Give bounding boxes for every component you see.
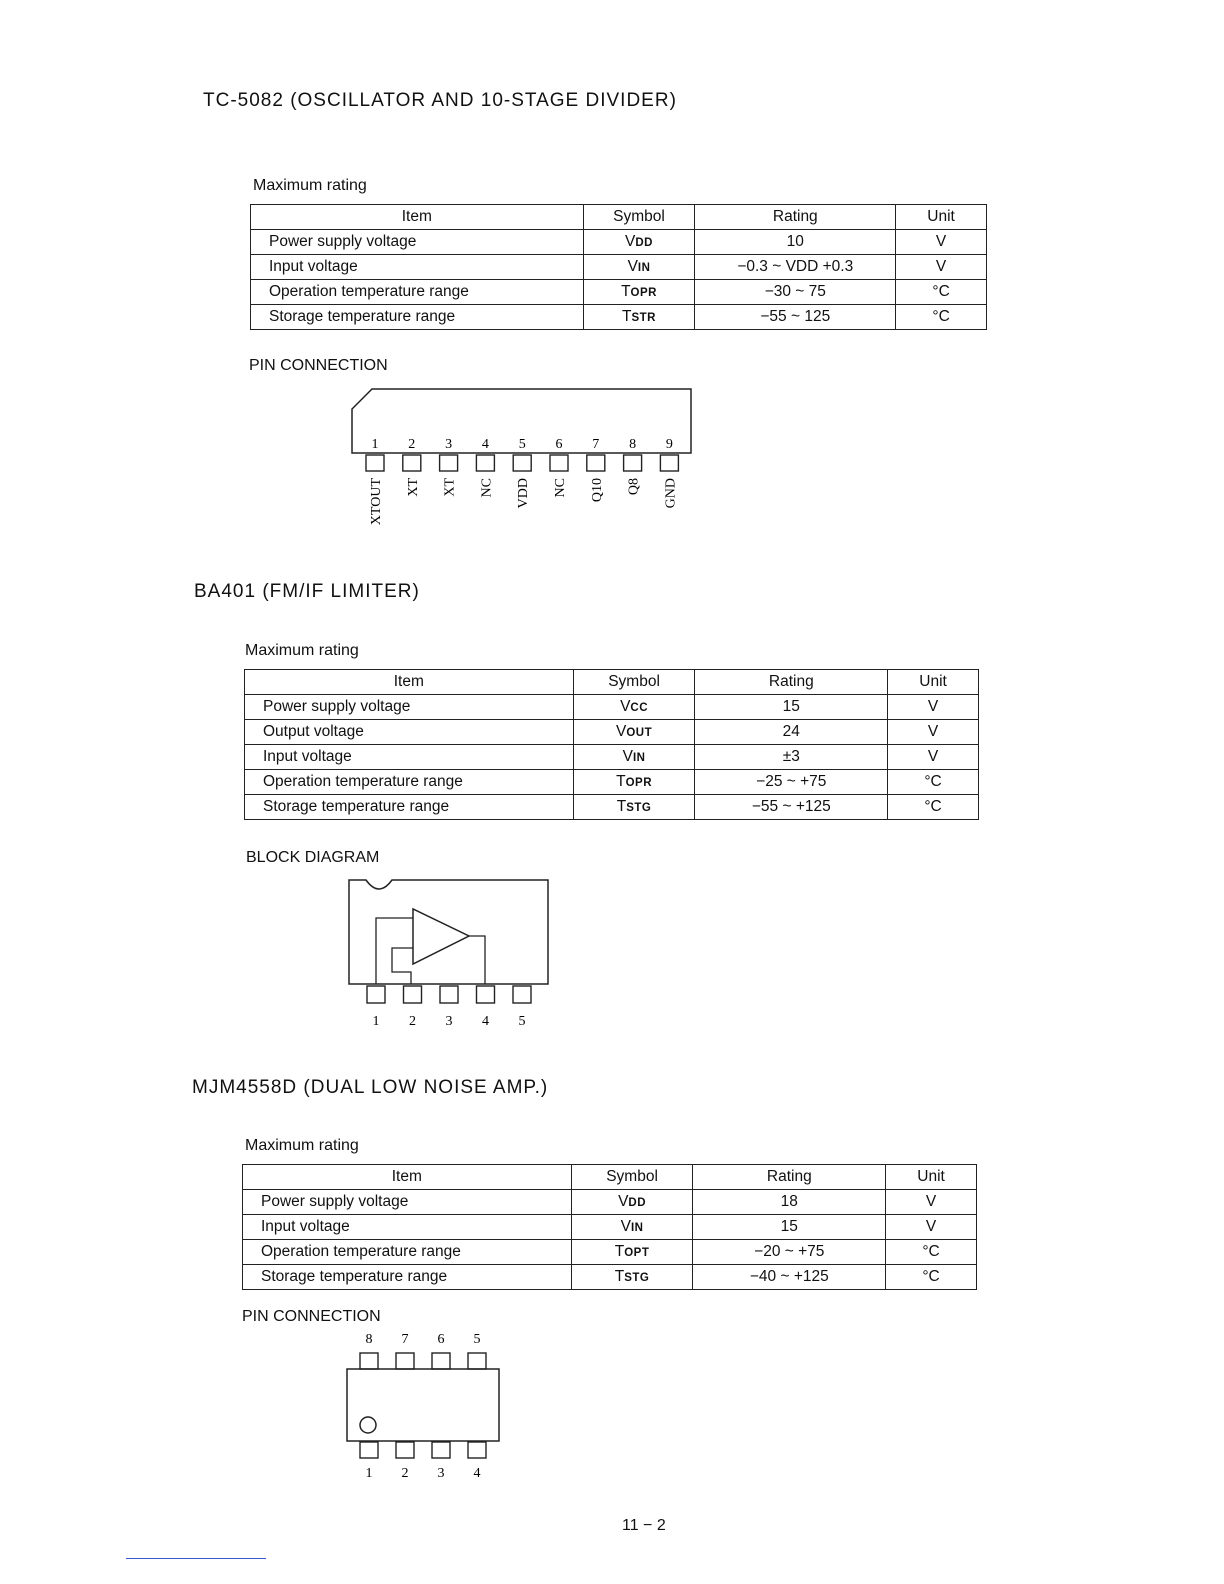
pin-5	[468, 1353, 486, 1369]
col-symbol: Symbol	[573, 670, 695, 695]
cell-item: Storage temperature range	[243, 1265, 572, 1290]
cell-unit: V	[888, 695, 979, 720]
pin-number: 2	[408, 437, 416, 452]
col-rating: Rating	[693, 1165, 886, 1190]
pin-name: GND	[663, 478, 679, 509]
col-unit: Unit	[896, 205, 987, 230]
pin-7	[396, 1353, 414, 1369]
cell-symbol: TSTG	[571, 1265, 693, 1290]
cell-unit: V	[896, 255, 987, 280]
pin-number: 1	[372, 1014, 380, 1029]
pin-number: 6	[555, 437, 563, 452]
pin-name: XT	[405, 478, 421, 497]
cell-symbol: TOPR	[573, 770, 695, 795]
pin-8	[360, 1353, 378, 1369]
cell-unit: °C	[886, 1240, 977, 1265]
cell-item: Power supply voltage	[251, 230, 584, 255]
pin-name: NC	[479, 478, 495, 498]
pin-4	[468, 1442, 486, 1458]
pin-number: 1	[371, 437, 379, 452]
pin1-marker-icon	[360, 1417, 376, 1433]
cell-unit: °C	[888, 770, 979, 795]
footer-rule	[126, 1558, 266, 1559]
col-symbol: Symbol	[583, 205, 695, 230]
col-item: Item	[245, 670, 574, 695]
col-unit: Unit	[886, 1165, 977, 1190]
cell-item: Operation temperature range	[251, 280, 584, 305]
cell-symbol: VIN	[571, 1215, 693, 1240]
pin-1	[360, 1442, 378, 1458]
cell-rating: −20 ~ +75	[693, 1240, 886, 1265]
pin-number: 3	[437, 1466, 445, 1481]
section-title-tc5082: TC-5082 (OSCILLATOR AND 10-STAGE DIVIDER)	[203, 90, 677, 111]
cell-item: Input voltage	[245, 745, 574, 770]
cell-rating: ±3	[695, 745, 888, 770]
col-symbol: Symbol	[571, 1165, 693, 1190]
cell-unit: V	[896, 230, 987, 255]
cell-item: Input voltage	[251, 255, 584, 280]
col-item: Item	[243, 1165, 572, 1190]
pin-number: 2	[409, 1014, 416, 1029]
ic-body-outline	[347, 1369, 499, 1441]
cell-symbol: VDD	[583, 230, 695, 255]
cell-rating: 18	[693, 1190, 886, 1215]
pin-6	[432, 1353, 450, 1369]
cell-rating: −30 ~ 75	[695, 280, 896, 305]
pin-number: 4	[473, 1466, 481, 1481]
diagram-label-ba401: BLOCK DIAGRAM	[246, 849, 380, 866]
pin-2	[396, 1442, 414, 1458]
pin-number: 6	[437, 1332, 445, 1347]
cell-symbol: VOUT	[573, 720, 695, 745]
pin-number: 4	[481, 437, 489, 452]
pin-name: XT	[442, 478, 458, 497]
cell-rating: −55 ~ +125	[695, 795, 888, 820]
cell-symbol: VCC	[573, 695, 695, 720]
cell-symbol: VDD	[571, 1190, 693, 1215]
page-number: 11 − 2	[622, 1517, 666, 1534]
pin-number: 2	[401, 1466, 409, 1481]
cell-unit: °C	[886, 1265, 977, 1290]
pin-number: 9	[665, 437, 673, 452]
section-title-ba401: BA401 (FM/IF LIMITER)	[194, 581, 420, 602]
col-rating: Rating	[695, 670, 888, 695]
col-item: Item	[251, 205, 584, 230]
pin-3	[432, 1442, 450, 1458]
cell-symbol: TOPT	[571, 1240, 693, 1265]
pin-number: 5	[473, 1332, 481, 1347]
pin-number: 3	[445, 437, 453, 452]
cell-item: Input voltage	[243, 1215, 572, 1240]
pin-number: 5	[518, 437, 526, 452]
cell-item: Storage temperature range	[245, 795, 574, 820]
cell-item: Operation temperature range	[245, 770, 574, 795]
cell-item: Power supply voltage	[243, 1190, 572, 1215]
cell-rating: −25 ~ +75	[695, 770, 888, 795]
cell-rating: 15	[695, 695, 888, 720]
cell-rating: 10	[695, 230, 896, 255]
cell-rating: −40 ~ +125	[693, 1265, 886, 1290]
cell-symbol: TSTG	[573, 795, 695, 820]
pin-number: 7	[401, 1332, 409, 1347]
pin-number: 7	[592, 437, 600, 452]
pin-number: 8	[629, 437, 637, 452]
mjm4558d-pin-group	[360, 1332, 486, 1481]
diagram-label-tc5082: PIN CONNECTION	[249, 357, 388, 374]
pin-number: 4	[482, 1014, 489, 1029]
cell-symbol: TOPR	[583, 280, 695, 305]
cell-item: Power supply voltage	[245, 695, 574, 720]
table-label-mjm4558d: Maximum rating	[245, 1137, 359, 1154]
cell-symbol: VIN	[583, 255, 695, 280]
cell-unit: °C	[896, 280, 987, 305]
cell-rating: −0.3 ~ VDD +0.3	[695, 255, 896, 280]
cell-symbol: VIN	[573, 745, 695, 770]
cell-unit: °C	[888, 795, 979, 820]
cell-rating: 15	[693, 1215, 886, 1240]
cell-symbol: TSTR	[583, 305, 695, 330]
cell-rating: 24	[695, 720, 888, 745]
table-label-ba401: Maximum rating	[245, 642, 359, 659]
section-title-mjm4558d: MJM4558D (DUAL LOW NOISE AMP.)	[192, 1077, 549, 1098]
cell-item: Operation temperature range	[243, 1240, 572, 1265]
table-label-tc5082: Maximum rating	[253, 177, 367, 194]
pin-name: Q8	[626, 478, 642, 496]
pin-number: 3	[445, 1014, 453, 1029]
cell-unit: V	[888, 745, 979, 770]
pin-number: 5	[518, 1014, 526, 1029]
cell-unit: V	[888, 720, 979, 745]
pin-name: VDD	[516, 478, 532, 509]
cell-item: Output voltage	[245, 720, 574, 745]
pin-number: 8	[365, 1332, 373, 1347]
cell-unit: V	[886, 1215, 977, 1240]
col-unit: Unit	[888, 670, 979, 695]
pin-number: 1	[365, 1466, 373, 1481]
cell-item: Storage temperature range	[251, 305, 584, 330]
pin-name: NC	[553, 478, 568, 498]
cell-rating: −55 ~ 125	[695, 305, 896, 330]
cell-unit: V	[886, 1190, 977, 1215]
cell-unit: °C	[896, 305, 987, 330]
pin-name: Q10	[589, 478, 605, 503]
col-rating: Rating	[695, 205, 896, 230]
diagram-label-mjm4558d: PIN CONNECTION	[242, 1308, 381, 1325]
pin-name: XTOUT	[369, 478, 384, 526]
